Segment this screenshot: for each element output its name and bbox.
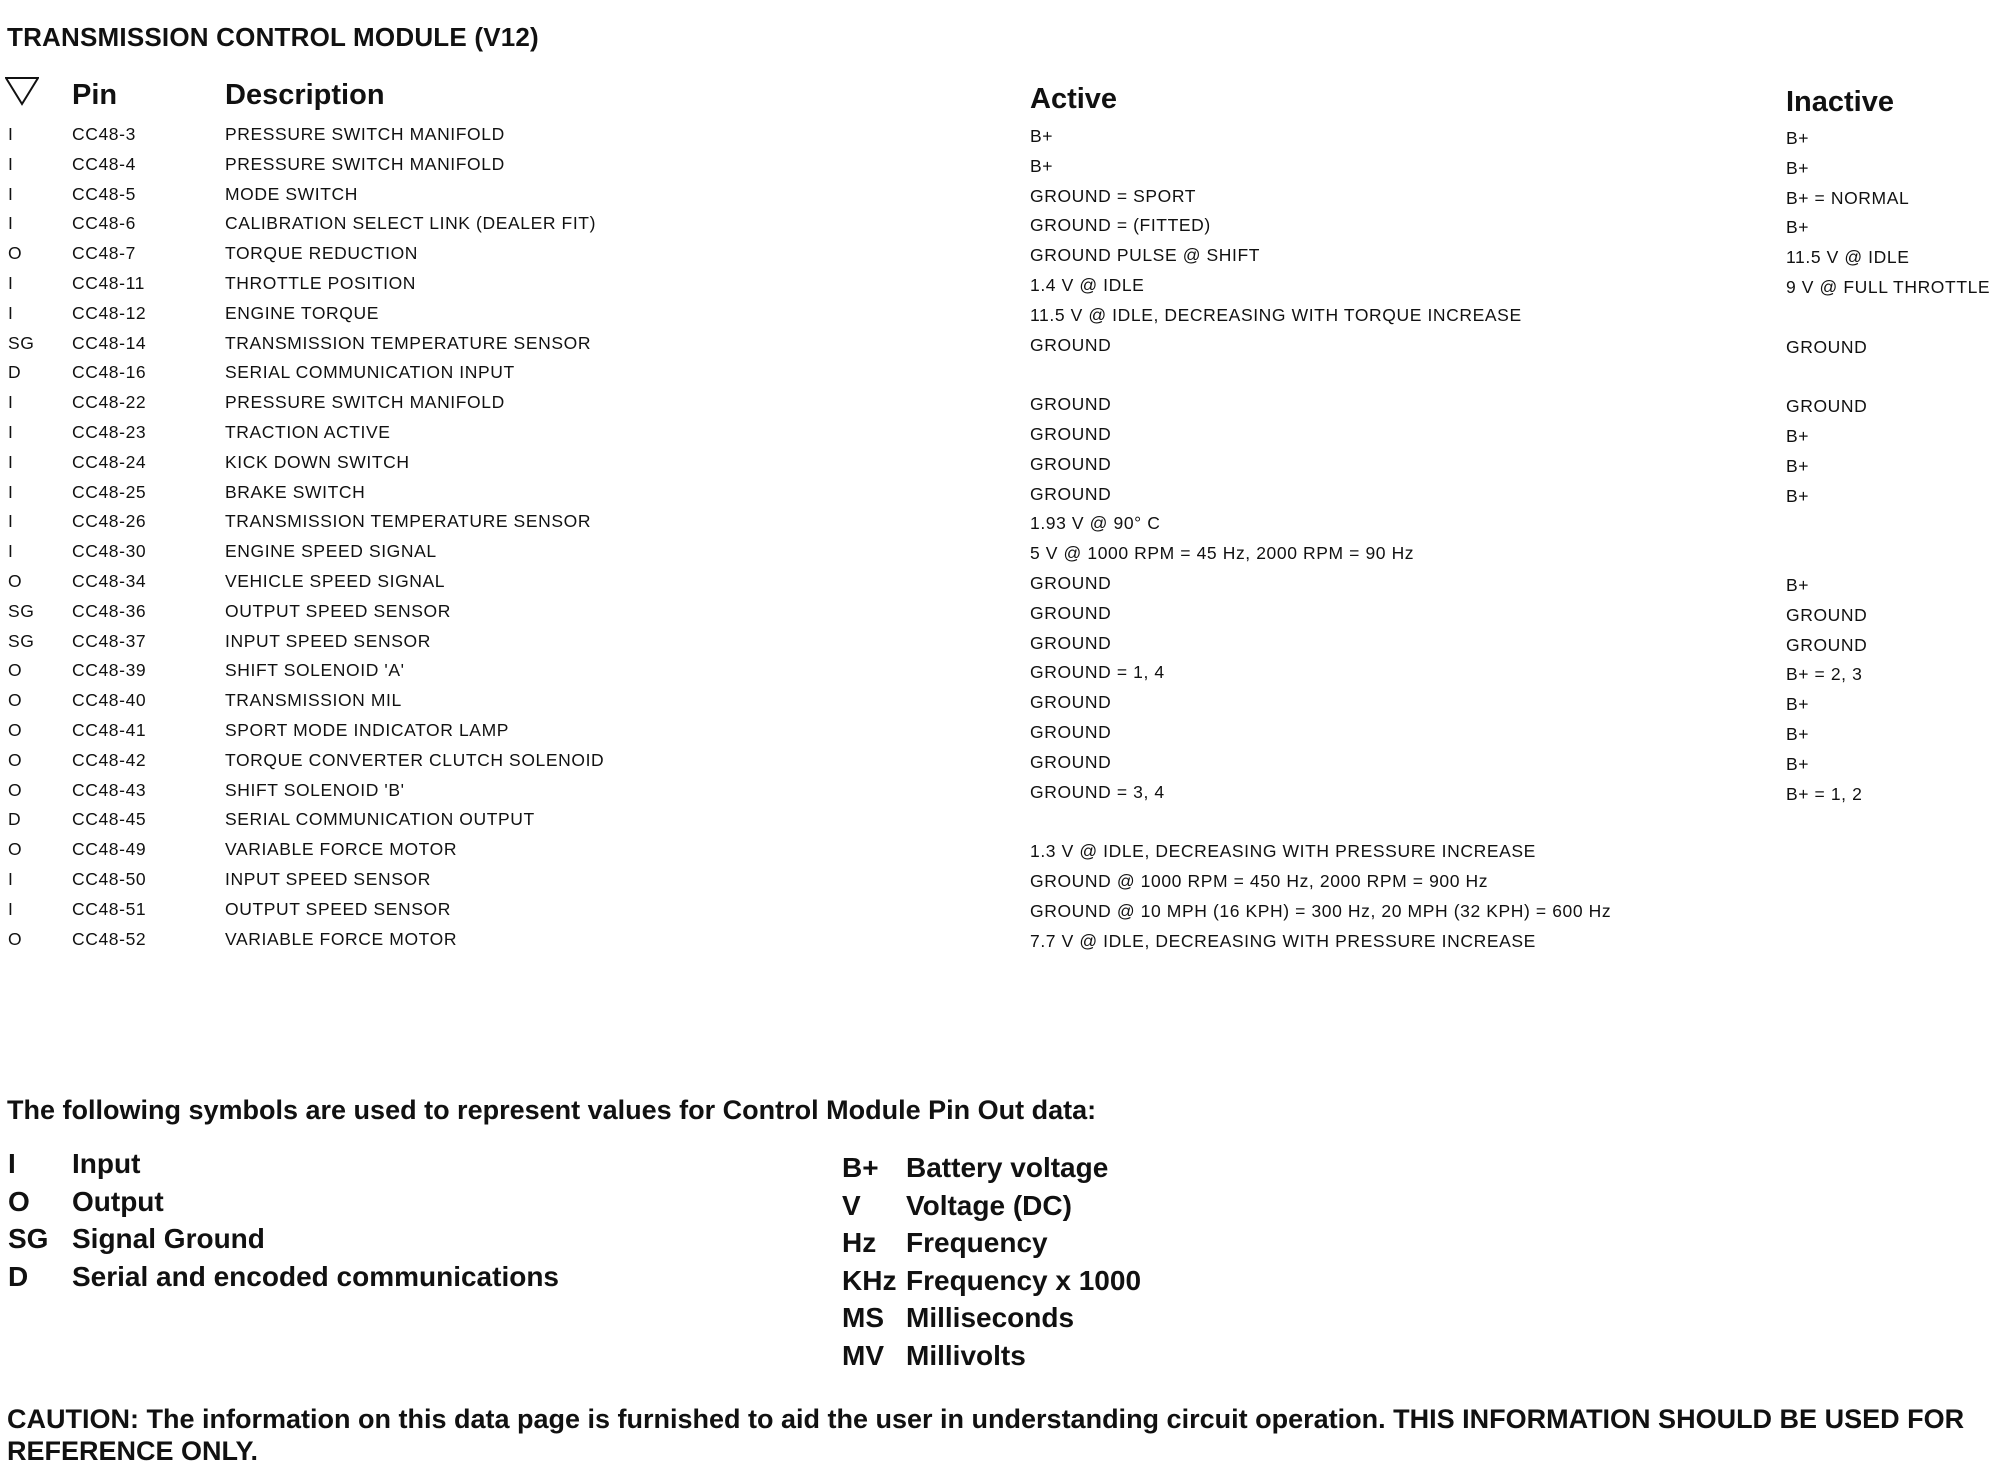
pin-description: TORQUE CONVERTER CLUTCH SOLENOID bbox=[225, 749, 605, 770]
legend-meaning: Frequency x 1000 bbox=[906, 1264, 1142, 1296]
table-row bbox=[0, 452, 2008, 482]
legend-meaning: Millivolts bbox=[906, 1339, 1026, 1371]
pin-column-header: Pin bbox=[72, 79, 118, 111]
pin-symbol: I bbox=[8, 183, 14, 204]
table-row bbox=[0, 124, 2008, 154]
pin-number: CC48-51 bbox=[72, 898, 147, 919]
pin-symbol: D bbox=[8, 809, 22, 830]
table-row bbox=[0, 303, 2008, 333]
inactive-value: B+ bbox=[1786, 753, 1810, 774]
pin-number: CC48-30 bbox=[72, 541, 147, 562]
pin-description: SHIFT SOLENOID 'A' bbox=[225, 660, 405, 681]
table-row bbox=[0, 273, 2008, 303]
inactive-value: B+ bbox=[1786, 574, 1810, 595]
legend-meaning: Milliseconds bbox=[906, 1302, 1075, 1334]
pin-number: CC48-25 bbox=[72, 481, 147, 502]
pin-symbol: SG bbox=[8, 332, 35, 353]
active-value: GROUND bbox=[1030, 394, 1112, 415]
pin-number: CC48-4 bbox=[72, 153, 136, 174]
active-column-header: Active bbox=[1030, 83, 1118, 115]
pin-description: INPUT SPEED SENSOR bbox=[225, 630, 431, 651]
table-row bbox=[0, 392, 2008, 422]
legend-symbol: MS bbox=[842, 1302, 884, 1334]
legend-meaning: Output bbox=[72, 1185, 164, 1217]
active-value: GROUND = SPORT bbox=[1030, 185, 1197, 206]
pin-number: CC48-52 bbox=[72, 928, 147, 949]
active-value: GROUND bbox=[1030, 572, 1112, 593]
pin-symbol: I bbox=[8, 481, 14, 502]
legend-symbol: B+ bbox=[842, 1152, 879, 1183]
inactive-value: GROUND bbox=[1786, 396, 1868, 417]
legend-symbol: V bbox=[842, 1189, 861, 1221]
pin-symbol: I bbox=[8, 511, 14, 532]
pin-description: THROTTLE POSITION bbox=[225, 272, 417, 293]
pin-number: CC48-37 bbox=[72, 630, 147, 651]
pin-symbol: I bbox=[8, 868, 14, 889]
table-row bbox=[0, 482, 2008, 512]
table-row bbox=[0, 571, 2008, 601]
pin-description: PRESSURE SWITCH MANIFOLD bbox=[225, 124, 505, 144]
legend-meaning: Frequency bbox=[906, 1227, 1048, 1259]
pin-symbol: I bbox=[8, 302, 14, 323]
table-row bbox=[0, 541, 2008, 571]
table-row bbox=[0, 899, 2008, 929]
table-row bbox=[0, 869, 2008, 899]
pin-description: OUTPUT SPEED SENSOR bbox=[225, 600, 451, 621]
table-row bbox=[0, 184, 2008, 214]
inactive-value: B+ bbox=[1786, 455, 1810, 476]
pin-number: CC48-7 bbox=[72, 243, 136, 264]
pin-symbol: O bbox=[8, 570, 23, 591]
pin-description: OUTPUT SPEED SENSOR bbox=[225, 898, 451, 919]
active-value: 5 V @ 1000 RPM = 45 Hz, 2000 RPM = 90 Hz bbox=[1030, 543, 1415, 564]
pin-description: ENGINE TORQUE bbox=[225, 302, 379, 323]
legend-symbol: O bbox=[8, 1185, 30, 1217]
inactive-column-header: Inactive bbox=[1786, 86, 1894, 118]
pin-symbol: O bbox=[8, 243, 23, 264]
legend-meaning: Voltage (DC) bbox=[906, 1189, 1072, 1221]
pin-number: CC48-11 bbox=[72, 272, 145, 293]
pin-symbol: I bbox=[8, 272, 14, 293]
pin-description: BRAKE SWITCH bbox=[225, 481, 366, 502]
legend-heading: The following symbols are used to represent values for Control Module Pin Out data: bbox=[7, 1095, 1097, 1125]
active-value: B+ bbox=[1030, 126, 1054, 146]
table-row bbox=[0, 660, 2008, 690]
pin-description: TORQUE REDUCTION bbox=[225, 243, 419, 264]
active-value: 1.93 V @ 90° C bbox=[1030, 513, 1161, 534]
inactive-value: B+ bbox=[1786, 723, 1810, 744]
pin-symbol: O bbox=[8, 749, 23, 770]
table-row bbox=[0, 333, 2008, 363]
active-value: GROUND bbox=[1030, 334, 1112, 355]
table-row bbox=[0, 601, 2008, 631]
active-value: GROUND = 3, 4 bbox=[1030, 781, 1165, 802]
pin-symbol: I bbox=[8, 392, 14, 413]
table-row bbox=[0, 362, 2008, 392]
active-value: 11.5 V @ IDLE, DECREASING WITH TORQUE INCREASE bbox=[1030, 304, 1522, 325]
pin-number: CC48-42 bbox=[72, 749, 147, 770]
pin-symbol: O bbox=[8, 839, 23, 860]
pin-number: CC48-45 bbox=[72, 809, 147, 830]
pin-description: SPORT MODE INDICATOR LAMP bbox=[225, 719, 510, 740]
inactive-value: B+ = NORMAL bbox=[1786, 187, 1910, 208]
legend-meaning: Signal Ground bbox=[72, 1223, 265, 1255]
pin-description: INPUT SPEED SENSOR bbox=[225, 868, 431, 889]
active-value: GROUND bbox=[1030, 632, 1112, 653]
pin-description: SHIFT SOLENOID 'B' bbox=[225, 779, 405, 800]
pin-number: CC48-49 bbox=[72, 839, 147, 860]
pin-symbol: O bbox=[8, 690, 23, 711]
pin-description: VARIABLE FORCE MOTOR bbox=[225, 839, 458, 860]
pin-number: CC48-24 bbox=[72, 451, 147, 472]
table-row bbox=[0, 154, 2008, 184]
pin-description: MODE SWITCH bbox=[225, 183, 358, 204]
pin-description: TRANSMISSION MIL bbox=[225, 690, 402, 711]
table-row bbox=[0, 631, 2008, 661]
active-value: GROUND @ 10 MPH (16 KPH) = 300 Hz, 20 MPH (32 KPH) = 600 Hz bbox=[1030, 900, 1612, 921]
pin-description: VARIABLE FORCE MOTOR bbox=[225, 928, 458, 949]
active-value: GROUND PULSE @ SHIFT bbox=[1030, 245, 1261, 266]
active-value: B+ bbox=[1030, 155, 1054, 176]
pin-description: SERIAL COMMUNICATION OUTPUT bbox=[225, 809, 535, 830]
pin-number: CC48-16 bbox=[72, 362, 147, 383]
table-row bbox=[0, 750, 2008, 780]
active-value: 7.7 V @ IDLE, DECREASING WITH PRESSURE INCREASE bbox=[1030, 930, 1536, 951]
inactive-value: 11.5 V @ IDLE bbox=[1786, 247, 1910, 268]
pin-symbol: I bbox=[8, 451, 14, 472]
pin-description: CALIBRATION SELECT LINK (DEALER FIT) bbox=[225, 213, 597, 234]
legend-symbol: KHz bbox=[842, 1264, 897, 1296]
table-row bbox=[0, 690, 2008, 720]
pin-number: CC48-36 bbox=[72, 600, 147, 621]
pin-number: CC48-40 bbox=[72, 690, 147, 711]
inactive-value: B+ = 2, 3 bbox=[1786, 664, 1863, 685]
active-value: GROUND = (FITTED) bbox=[1030, 215, 1211, 236]
table-row bbox=[0, 213, 2008, 243]
pin-number: CC48-39 bbox=[72, 660, 147, 681]
active-value: GROUND bbox=[1030, 483, 1112, 504]
pin-description: PRESSURE SWITCH MANIFOLD bbox=[225, 153, 505, 174]
pin-symbol: I bbox=[8, 898, 14, 919]
pin-symbol: O bbox=[8, 719, 23, 740]
legend-symbol: I bbox=[8, 1148, 16, 1179]
table-row bbox=[0, 422, 2008, 452]
pin-description: TRANSMISSION TEMPERATURE SENSOR bbox=[225, 511, 592, 532]
active-value: 1.4 V @ IDLE bbox=[1030, 274, 1145, 295]
legend-symbol: MV bbox=[842, 1339, 884, 1371]
inactive-value: B+ bbox=[1786, 157, 1810, 178]
inactive-value: B+ bbox=[1786, 128, 1810, 148]
active-value: GROUND bbox=[1030, 602, 1112, 623]
pin-symbol: I bbox=[8, 153, 14, 174]
table-row bbox=[0, 809, 2008, 839]
pin-symbol: I bbox=[8, 124, 14, 144]
pin-number: CC48-26 bbox=[72, 511, 147, 532]
pin-description: TRACTION ACTIVE bbox=[225, 421, 391, 442]
table-row bbox=[0, 720, 2008, 750]
pin-symbol: I bbox=[8, 421, 14, 442]
pin-number: CC48-5 bbox=[72, 183, 136, 204]
legend-meaning: Serial and encoded communications bbox=[72, 1260, 560, 1292]
active-value: GROUND @ 1000 RPM = 450 Hz, 2000 RPM = 900 Hz bbox=[1030, 870, 1489, 891]
legend-symbol: Hz bbox=[842, 1227, 877, 1259]
pin-number: CC48-34 bbox=[72, 570, 147, 591]
pin-symbol: I bbox=[8, 541, 14, 562]
table-row bbox=[0, 511, 2008, 541]
pin-number: CC48-3 bbox=[72, 124, 136, 144]
inactive-value: B+ bbox=[1786, 217, 1810, 238]
pin-symbol: O bbox=[8, 660, 23, 681]
pin-symbol: O bbox=[8, 779, 23, 800]
pin-symbol: O bbox=[8, 928, 23, 949]
pin-symbol: I bbox=[8, 213, 14, 234]
table-row bbox=[0, 780, 2008, 810]
inactive-value: B+ bbox=[1786, 425, 1810, 446]
table-row bbox=[0, 243, 2008, 273]
legend-symbol: D bbox=[8, 1260, 29, 1292]
inactive-value: GROUND bbox=[1786, 634, 1868, 655]
inactive-value: 9 V @ FULL THROTTLE bbox=[1786, 276, 1991, 297]
page-title: TRANSMISSION CONTROL MODULE (V12) bbox=[7, 22, 539, 52]
pin-number: CC48-14 bbox=[72, 332, 147, 353]
pin-description: TRANSMISSION TEMPERATURE SENSOR bbox=[225, 332, 592, 353]
inactive-value: B+ bbox=[1786, 485, 1810, 506]
pin-number: CC48-12 bbox=[72, 302, 147, 323]
active-value: 1.3 V @ IDLE, DECREASING WITH PRESSURE INCREASE bbox=[1030, 841, 1536, 862]
description-column-header: Description bbox=[225, 79, 385, 111]
pin-description: KICK DOWN SWITCH bbox=[225, 451, 410, 472]
legend-meaning: Battery voltage bbox=[906, 1152, 1109, 1183]
table-row bbox=[0, 839, 2008, 869]
pin-description: PRESSURE SWITCH MANIFOLD bbox=[225, 392, 505, 413]
inactive-value: B+ = 1, 2 bbox=[1786, 783, 1863, 804]
pin-description: ENGINE SPEED SIGNAL bbox=[225, 541, 437, 562]
caution-note: CAUTION: The information on this data page is furnished to aid the user in understanding circuit operation. THIS INFORMATION SHOULD BE USED FOR REFERENCE ONLY. bbox=[7, 1404, 1965, 1466]
active-value: GROUND bbox=[1030, 423, 1112, 444]
down-triangle-icon bbox=[5, 76, 39, 106]
active-value: GROUND bbox=[1030, 692, 1112, 713]
pin-description: VEHICLE SPEED SIGNAL bbox=[225, 570, 446, 591]
pin-number: CC48-41 bbox=[72, 719, 147, 740]
active-value: GROUND = 1, 4 bbox=[1030, 662, 1165, 683]
legend-symbol: SG bbox=[8, 1223, 49, 1255]
pin-number: CC48-23 bbox=[72, 421, 147, 442]
pin-symbol: SG bbox=[8, 600, 35, 621]
inactive-value: GROUND bbox=[1786, 604, 1868, 625]
inactive-value: B+ bbox=[1786, 694, 1810, 715]
legend-meaning: Input bbox=[72, 1148, 141, 1179]
table-row bbox=[0, 929, 2008, 959]
active-value: GROUND bbox=[1030, 751, 1112, 772]
pin-symbol: D bbox=[8, 362, 22, 383]
pin-table bbox=[0, 124, 2008, 958]
pin-number: CC48-43 bbox=[72, 779, 147, 800]
active-value: GROUND bbox=[1030, 721, 1112, 742]
pin-number: CC48-6 bbox=[72, 213, 136, 234]
active-value: GROUND bbox=[1030, 453, 1112, 474]
pin-description: SERIAL COMMUNICATION INPUT bbox=[225, 362, 515, 383]
pin-number: CC48-22 bbox=[72, 392, 147, 413]
pin-symbol: SG bbox=[8, 630, 35, 651]
inactive-value: GROUND bbox=[1786, 336, 1868, 357]
pin-number: CC48-50 bbox=[72, 868, 147, 889]
